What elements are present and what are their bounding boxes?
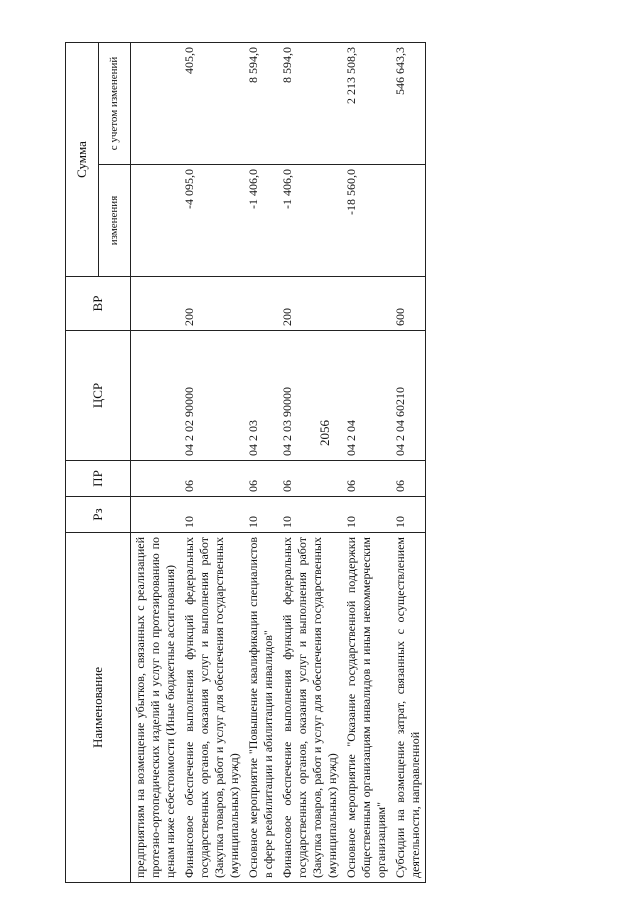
row-name: Финансовое обеспечение выполнения функций федеральных государственных органов, оказания услуг и выполнения работ (Закупка товаров, работ и услуг для обеспечения государственных (муниципальных) нужд): [180, 533, 244, 883]
row-rz: 10: [391, 497, 426, 533]
row-pr: 06: [244, 461, 278, 497]
table-row: [278, 43, 342, 883]
row-total: 2 213 508,3: [342, 43, 391, 165]
page-number: 2056: [317, 420, 332, 446]
row-vr: 600: [391, 277, 426, 331]
row-change: -4 095,0: [180, 165, 244, 277]
table-row: [244, 43, 278, 883]
row-pr: 06: [391, 461, 426, 497]
row-total: [131, 43, 181, 165]
row-total: 8 594,0: [278, 43, 342, 165]
header-name: Наименование: [66, 533, 131, 883]
row-change: [391, 165, 426, 277]
header-csr: ЦСР: [66, 331, 131, 461]
row-total: 8 594,0: [244, 43, 278, 165]
table-row: [180, 43, 244, 883]
row-change: [131, 165, 181, 277]
row-pr: 06: [278, 461, 342, 497]
row-csr: 04 2 04 60210: [391, 331, 426, 461]
row-pr: 06: [180, 461, 244, 497]
row-csr: 04 2 02 90000: [180, 331, 244, 461]
budget-table: [65, 42, 426, 883]
table-row: [391, 43, 426, 883]
row-vr: [342, 277, 391, 331]
row-name: Основное мероприятие "Оказание государственной поддержки общественным организациям инвалидов и иным некоммерческим организациям": [342, 533, 391, 883]
row-total: 405,0: [180, 43, 244, 165]
row-csr: 04 2 03 90000: [278, 331, 342, 461]
table-row: [342, 43, 391, 883]
header-pr: ПР: [66, 461, 131, 497]
row-vr: 200: [278, 277, 342, 331]
row-vr: [131, 277, 181, 331]
row-rz: 10: [244, 497, 278, 533]
table-row: [131, 43, 181, 883]
header-rz: Рз: [66, 497, 131, 533]
row-csr: 04 2 04: [342, 331, 391, 461]
row-total: 546 643,3: [391, 43, 426, 165]
row-rz: 10: [278, 497, 342, 533]
header-with-changes: с учетом изменений: [99, 43, 131, 165]
row-name: предприятиям на возмещение убытков, связанных с реализацией протезно-ортопедических изделий и услуг по протезированию по ценам ниже себестоимости (Иные бюджетные ассигнования): [131, 533, 181, 883]
row-vr: 200: [180, 277, 244, 331]
header-vr: ВР: [66, 277, 131, 331]
row-change: -1 406,0: [244, 165, 278, 277]
row-vr: [244, 277, 278, 331]
header-row: [66, 43, 99, 883]
budget-table-sheet: [65, 43, 595, 883]
row-name: Субсидии на возмещение затрат, связанных с осуществлением деятельности, направленной: [391, 533, 426, 883]
row-name: Основное мероприятие "Повышение квалификации специалистов в сфере реабилитации и абилитации инвалидов": [244, 533, 278, 883]
row-change: -1 406,0: [278, 165, 342, 277]
row-rz: [131, 497, 181, 533]
row-csr: [131, 331, 181, 461]
row-change: -18 560,0: [342, 165, 391, 277]
row-csr: 04 2 03: [244, 331, 278, 461]
row-pr: [131, 461, 181, 497]
header-change: изменения: [99, 165, 131, 277]
row-name: Финансовое обеспечение выполнения функций федеральных государственных органов, оказания услуг и выполнения работ (Закупка товаров, работ и услуг для обеспечения государственных (муниципальных) нужд): [278, 533, 342, 883]
row-pr: 06: [342, 461, 391, 497]
row-rz: 10: [180, 497, 244, 533]
row-rz: 10: [342, 497, 391, 533]
header-sum: Сумма: [66, 43, 99, 277]
